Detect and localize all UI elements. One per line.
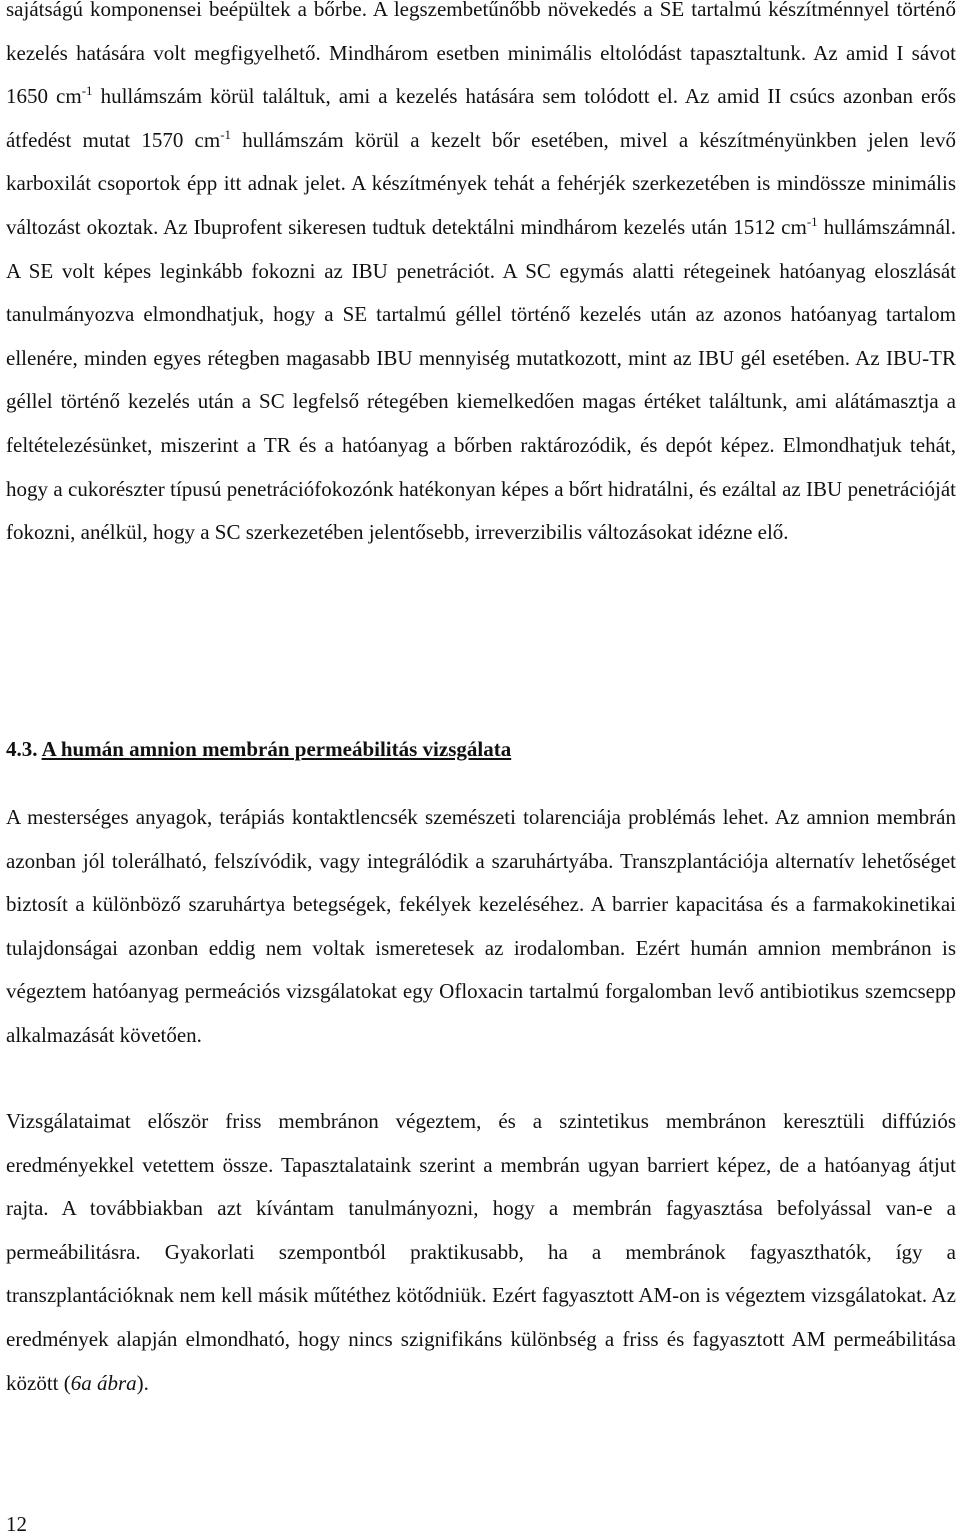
section-heading: [6, 734, 956, 764]
paragraph-skin-results: [6, 0, 956, 555]
paragraph-text: sajátságú komponensei beépültek a bőrbe. A legszembetűnőbb növekedés a SE tartalmú készítménnyel történő kezelés hatására volt megfigyelhető. Mindhárom esetben minimális eltolódást tapasztaltunk. Az amid I sávot 1650 cm: [6, 0, 956, 109]
superscript: -1: [806, 213, 818, 229]
paragraph-text: hullámszám körül a kezelt bőr esetében, mivel a készítményünkben jelen levő karboxilát csoportok épp itt adnak jelet. A készítmények tehát a fehérjék szerkezetében is mindössze minimális változást okoztak. Az Ibuprofent sikeresen tudtuk detektálni mindhárom kezelés után 1512 cm: [6, 127, 957, 239]
paragraph-text: hullámszám körül találtuk, ami a kezelés hatására sem tolódott el. Az amid II csúcs azonban erős átfedést mutat 1570 cm: [6, 84, 956, 152]
paragraph-text: ).: [136, 1370, 149, 1395]
superscript: -1: [81, 83, 93, 99]
paragraph-amnion-experiments: [6, 1100, 956, 1405]
paragraph-text: hullámszámnál. A SE volt képes leginkább fokozni az IBU penetrációt. A SC egymás alatti rétegeinek hatóanyag eloszlását tanulmányozva elmondhatjuk, hogy a SE tartalmú géllel történő kezelés után az azonos hatóanyag tartalom ellenére, minden egyes rétegben magasabb IBU mennyiség mutatkozott, mint az IBU gél esetében. Az IBU-TR géllel történő kezelés után a SC legfelső rétegében kiemelkedően magas értéket találtunk, ami alátámasztja a feltételezésünket, miszerint a TR és a hatóanyag a bőrben raktározódik, és depót képez. Elmondhatjuk tehát, hogy a cukorészter típusú penetrációfokozónk hatékonyan képes a bőrt hidratálni, és ezáltal az IBU penetrációját fokozni, anélkül, hogy a SC szerkezetében jelentősebb, irreverzibilis változásokat idézne elő.: [6, 214, 956, 545]
paragraph-text: Vizsgálataimat először friss membránon végeztem, és a szintetikus membránon keresztüli diffúziós eredményekkel vetettem össze. Tapasztalataink szerint a membrán ugyan barriert képez, de a hatóanyag átjut rajta. A továbbiakban azt kívántam tanulmányozni, hogy a membrán fagyasztása befolyással van-e a permeábilitásra. Gyakorlati szempontból praktikusabb, ha a membránok fagyaszthatók, így a transzplantációknak nem kell másik műtéthez kötődniük. Ezért fagyasztott AM-on is végeztem vizsgálatokat. Az eredmények alapján elmondható, hogy nincs szignifikáns különbség a friss és fagyasztott AM permeábilitása között (: [6, 1109, 956, 1395]
figure-reference: 6a ábra: [70, 1370, 137, 1395]
section-number: 4.3.: [6, 737, 38, 761]
section-title: A humán amnion membrán permeábilitás vizsgálata: [41, 737, 512, 761]
superscript: -1: [220, 126, 232, 142]
page-number: 12: [6, 1512, 27, 1536]
paragraph-amnion-intro: A mesterséges anyagok, terápiás kontaktlencsék szemészeti tolarenciája problémás lehet. Az amnion membrán azonban jól tolerálható, felszívódik, vagy integrálódik a szaruhártyába. Transzplantációja alternatív lehetőséget biztosít a különböző szaruhártya betegségek, fekélyek kezeléséhez. A barrier kapacitása és a farmakokinetikai tulajdonságai azonban eddig nem voltak ismeretesek az irodalomban. Ezért humán amnion membránon is végeztem hatóanyag permeációs vizsgálatokat egy Ofloxacin tartalmú forgalomban levő antibiotikus szemcsepp alkalmazását követően.: [6, 805, 956, 1047]
